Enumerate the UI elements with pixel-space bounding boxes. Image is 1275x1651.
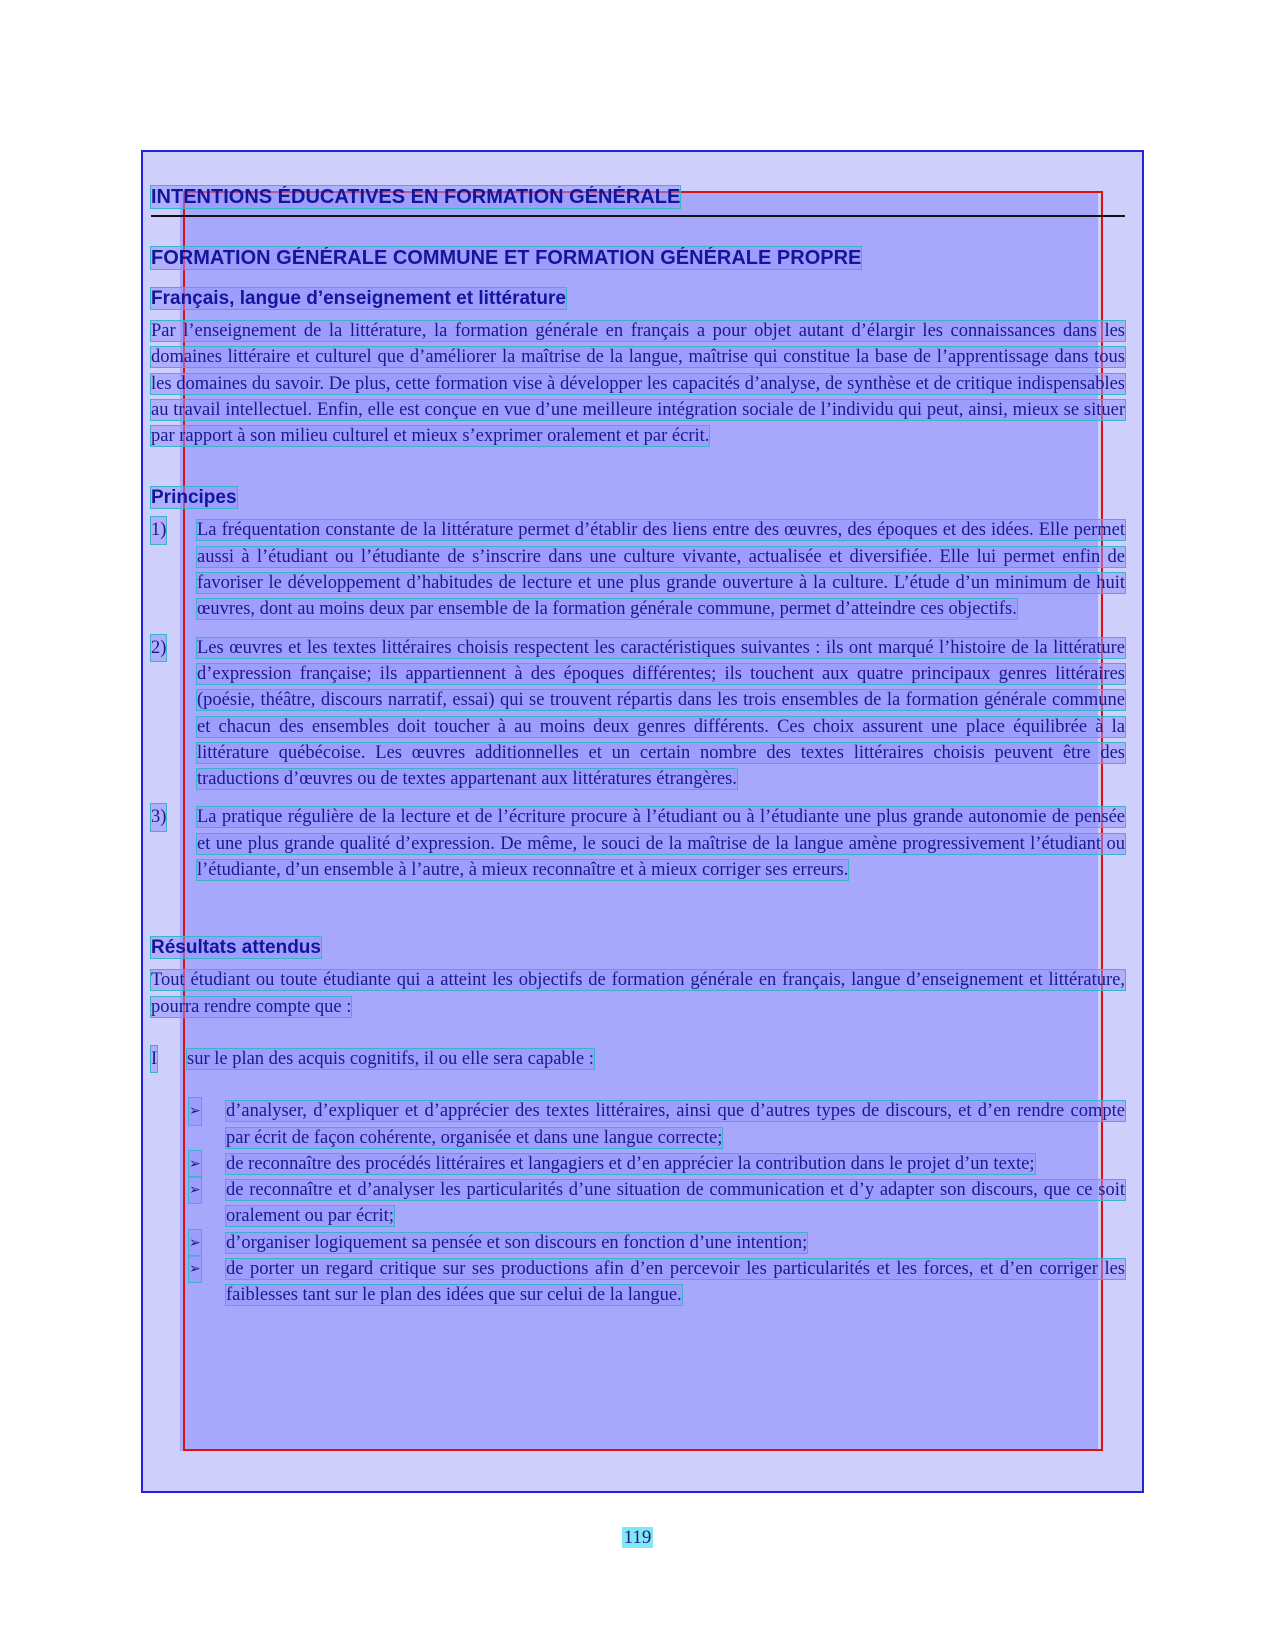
item-number: 3)	[151, 804, 166, 830]
page-subtitle: FORMATION GÉNÉRALE COMMUNE ET FORMATION GÉNÉRALE PROPRE	[151, 247, 862, 269]
arrow-bullet-icon: ➢	[189, 1230, 201, 1256]
bullet-item: ➢ de reconnaître et d’analyser les particularités d’une situation de communication et d’y adapter son discours, que ce soit oralement ou par écrit;	[151, 1177, 1125, 1230]
arrow-bullet-icon: ➢	[189, 1098, 201, 1124]
item-text: La pratique régulière de la lecture et de l’écriture procure à l’étudiant ou à l’étudiante une plus grande autonomie de pensée et une plus grande qualité d’expression. De même, le souci de la maîtrise de la langue amène progressivement l’étudiant ou l’étudiante, d’un ensemble à l’autre, à mieux reconnaître et à mieux corriger ses erreurs.	[197, 807, 1125, 881]
document-body	[151, 186, 1125, 1309]
arrow-bullet-icon: ➢	[189, 1256, 201, 1282]
resultats-heading: Résultats attendus	[151, 937, 321, 959]
bullet-item: ➢ d’organiser logiquement sa pensée et son discours en fonction d’une intention;	[151, 1230, 1125, 1256]
roman-item	[151, 1046, 1125, 1072]
bullet-item: ➢ de porter un regard critique sur ses productions afin d’en percevoir les particularités et les forces, et d’en corriger les faiblesses tant sur le plan des idées que sur celui de la langue.	[151, 1256, 1125, 1309]
arrow-bullet-icon: ➢	[189, 1151, 201, 1177]
item-text: La fréquentation constante de la littérature permet d’établir des liens entre des œuvres, des époques et des idées. Elle permet aussi à l’étudiant ou l’étudiante de s’inscrire dans une culture vivante, actualisée et diversifiée. Elle lui permet enfin de favoriser le développement d’habitudes de lecture et une plus grande ouverture à la culture. L’étude d’un minimum de huit œuvres, dont au moins deux par ensemble de la formation générale commune, permet d’atteindre ces objectifs.	[197, 520, 1125, 620]
bullet-list	[151, 1098, 1125, 1308]
page-number: 119	[623, 1527, 652, 1548]
section-heading: Français, langue d’enseignement et littérature	[151, 288, 566, 309]
item-number: 1)	[151, 517, 166, 543]
list-item	[151, 517, 1125, 622]
item-number: 2)	[151, 635, 166, 661]
list-item	[151, 804, 1125, 883]
bullet-item: ➢ de reconnaître des procédés littéraires et langagiers et d’en apprécier la contribution dans le projet d’un texte;	[151, 1151, 1125, 1177]
bullet-item: ➢ d’analyser, d’expliquer et d’apprécier des textes littéraires, ainsi que d’autres types de discours, et d’en rendre compte par écrit de façon cohérente, organisée et dans une langue correcte;	[151, 1098, 1125, 1151]
intro-paragraph: Par l’enseignement de la littérature, la formation générale en français a pour objet autant d’élargir les connaissances dans les domaines littéraire et culturel que d’améliorer la maîtrise de la langue, maîtrise qui constitue la base de l’apprentissage dans tous les domaines du savoir. De plus, cette formation vise à développer les capacités d’analyse, de synthèse et de critique indispensables au travail intellectuel. Enfin, elle est conçue en vue d’une meilleure intégration sociale de l’individu qui peut, ainsi, mieux se situer par rapport à son milieu culturel et mieux s’exprimer oralement et par écrit.	[151, 321, 1125, 447]
item-text: Les œuvres et les textes littéraires choisis respectent les caractéristiques suivantes : ils ont marqué l’histoire de la littérature d’expression française; ils appartiennent à des époques différentes; ils touchent aux quatre principaux genres littéraires (poésie, théâtre, discours narratif, essai) qui se trouvent répartis dans les trois ensembles de la formation générale commune et chacun des ensembles doit toucher à au moins deux genres différents. Ces choix assurent une place équilibrée à la littérature québécoise. Les œuvres additionnelles et un certain nombre des textes littéraires choisis peuvent être des traductions d’œuvres ou de textes appartenant aux littératures étrangères.	[197, 637, 1125, 790]
roman-numeral: I	[151, 1046, 157, 1072]
resultats-intro: Tout étudiant ou toute étudiante qui a atteint les objectifs de formation générale en français, langue d’enseignement et littérature, pourra rendre compte que :	[151, 970, 1125, 1017]
page-title: INTENTIONS ÉDUCATIVES EN FORMATION GÉNÉRALE	[151, 186, 1125, 217]
list-item	[151, 635, 1125, 793]
roman-text: sur le plan des acquis cognitifs, il ou elle sera capable :	[187, 1048, 594, 1069]
principes-heading: Principes	[151, 487, 237, 509]
principes-list	[151, 517, 1125, 883]
arrow-bullet-icon: ➢	[189, 1177, 201, 1203]
